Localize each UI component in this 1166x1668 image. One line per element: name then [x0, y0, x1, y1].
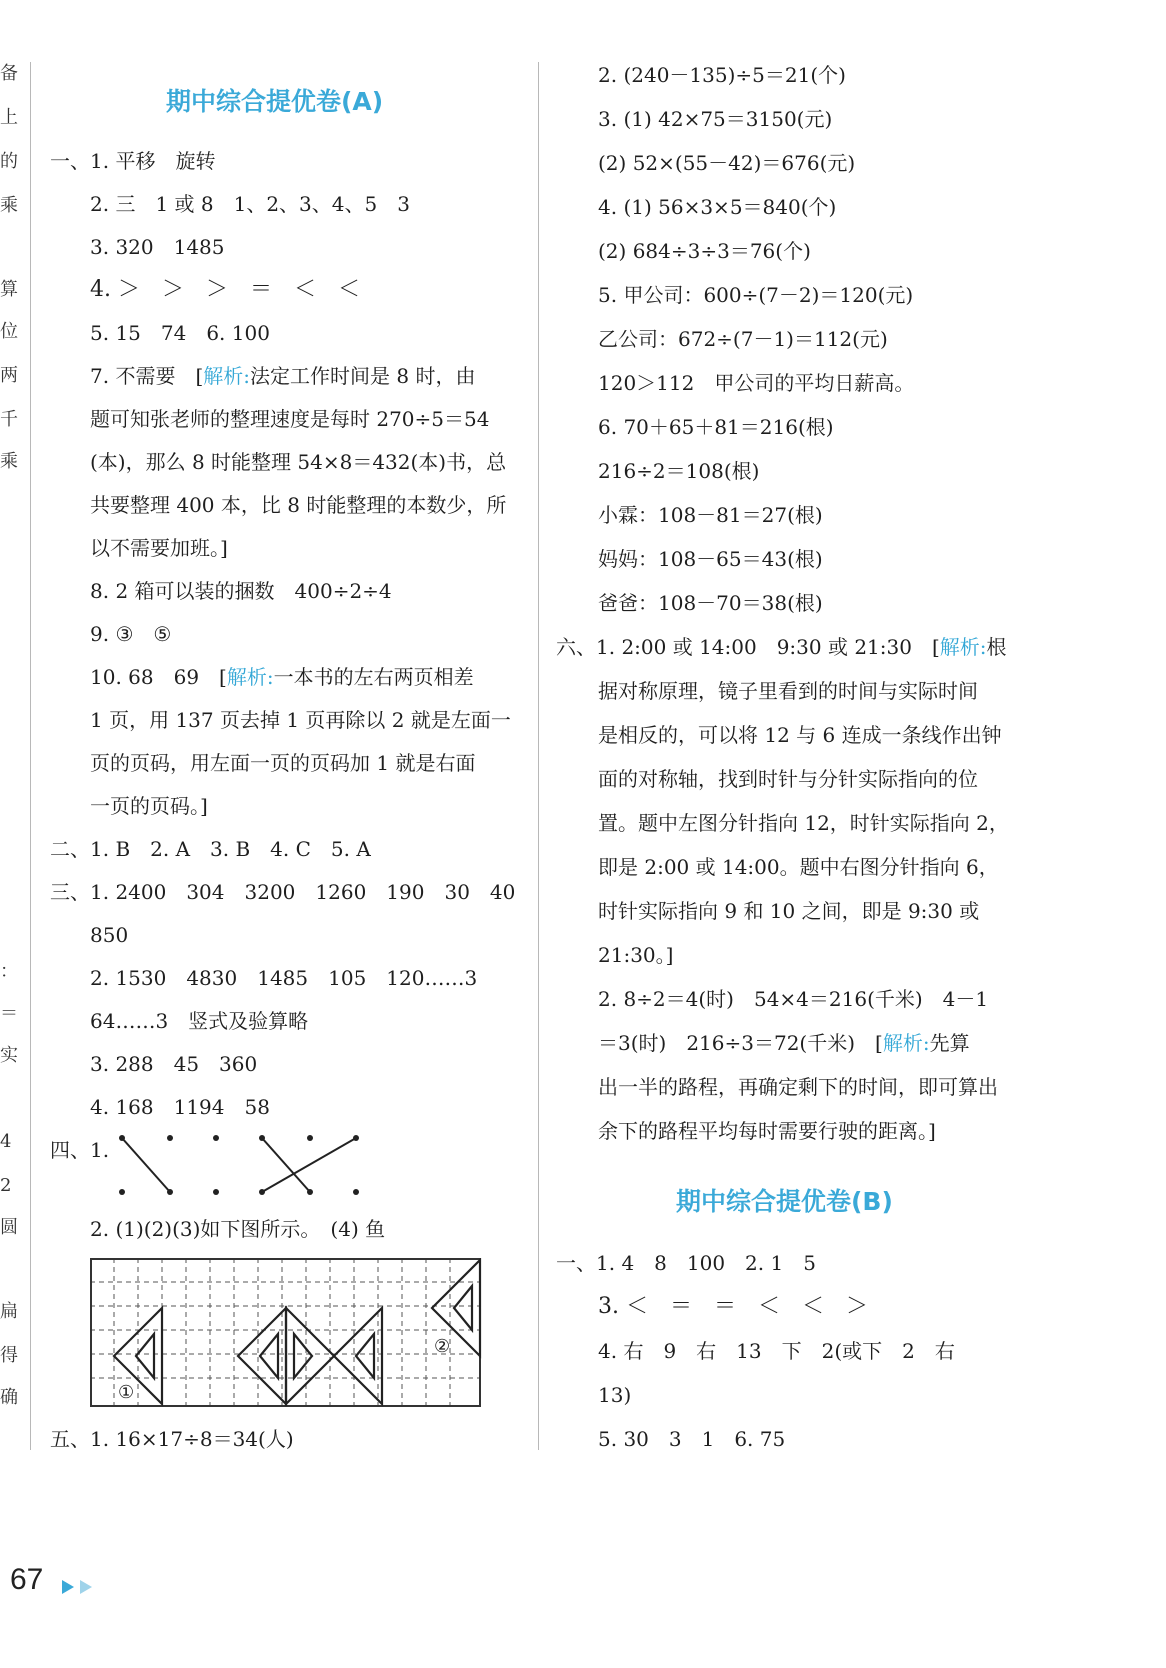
edge-char: ：	[0, 961, 18, 982]
edge-char: 的	[0, 151, 18, 172]
answer-line: 3. 320 1485	[90, 235, 225, 259]
analysis-tag: 解析:	[882, 1031, 930, 1055]
answer-line: 2. 1530 4830 1485 105 120……3	[90, 966, 478, 990]
answer-line: 面的对称轴，找到时针与分针实际指向的位	[598, 767, 978, 791]
answer-line: 1 页，用 137 页去掉 1 页再除以 2 就是左面一	[90, 708, 511, 732]
answer-line: 以不需要加班。]	[90, 536, 228, 560]
answer-line: ＝3(时) 216÷3＝72(千米) [解析:先算	[598, 1031, 970, 1055]
answer-line: 4. ＞ ＞ ＞ ＝ ＜ ＜	[90, 277, 360, 302]
answer-line: 120＞112 甲公司的平均日薪高。	[598, 371, 915, 395]
answer-line: 是相反的，可以将 12 与 6 连成一条线作出钟	[598, 723, 1002, 747]
answer-line: 7. 不需要 [解析:法定工作时间是 8 时，由	[90, 364, 476, 388]
answer-line: 3. 288 45 360	[90, 1052, 258, 1076]
column-divider	[30, 62, 31, 1450]
edge-char: 千	[0, 409, 18, 430]
edge-char: 两	[0, 365, 18, 386]
edge-char: 4	[0, 1131, 12, 1152]
answer-line: 四、1.	[50, 1138, 110, 1162]
edge-char: 实	[0, 1045, 18, 1066]
answer-line: 时针实际指向 9 和 10 之间，即是 9:30 或	[598, 899, 980, 923]
answer-line: 置。题中左图分针指向 12，时针实际指向 2，	[598, 811, 1009, 835]
answer-line: 一、1. 平移 旋转	[50, 149, 216, 173]
edge-char: 算	[0, 279, 18, 300]
edge-char: 圆	[0, 1217, 18, 1238]
answer-line: 4. (1) 56×3×5＝840(个)	[598, 195, 837, 219]
answer-line: 21:30。]	[598, 943, 674, 967]
answer-line: 五、1. 16×17÷8＝34(人)	[50, 1427, 294, 1451]
edge-char: ＝	[0, 1003, 18, 1024]
answer-line: 9. ③ ⑤	[90, 622, 172, 646]
answer-line: 2. (1)(2)(3)如下图所示。 (4) 鱼	[90, 1217, 386, 1241]
answer-line: 5. 15 74 6. 100	[90, 321, 270, 345]
answer-line: 出一半的路程，再确定剩下的时间，即可算出	[598, 1075, 998, 1099]
answer-line: 一页的页码。]	[90, 794, 208, 818]
answer-line: 2. 8÷2＝4(时) 54×4＝216(千米) 4－1	[598, 987, 989, 1011]
answer-line: 一、1. 4 8 100 2. 1 5	[556, 1251, 816, 1275]
edge-char: 确	[0, 1387, 18, 1408]
dot-line-figure	[110, 1130, 370, 1202]
answer-line: 5. 30 3 1 6. 75	[598, 1427, 786, 1451]
answer-line: 3. ＜ ＝ ＝ ＜ ＜ ＞	[598, 1294, 868, 1319]
section-title-a: 期中综合提优卷(A)	[166, 87, 384, 116]
answer-line: 页的页码，用左面一页的页码加 1 就是右面	[90, 751, 476, 775]
analysis-tag: 解析:	[203, 364, 250, 388]
answer-line: 216÷2＝108(根)	[598, 459, 760, 483]
answer-line: 据对称原理，镜子里看到的时间与实际时间	[598, 679, 978, 703]
answer-line: 余下的路程平均每时需要行驶的距离。]	[598, 1119, 936, 1143]
answer-line: 共要整理 400 本，比 8 时能整理的本数少，所	[90, 493, 507, 517]
edge-char: 上	[0, 107, 18, 128]
answer-line: 10. 68 69 [解析:一本书的左右两页相差	[90, 665, 474, 689]
answer-line: 8. 2 箱可以装的捆数 400÷2÷4	[90, 579, 392, 603]
edge-char: 2	[0, 1175, 12, 1196]
edge-char: 位	[0, 321, 18, 342]
answer-line: 4. 右 9 右 13 下 2(或下 2 右	[598, 1339, 955, 1363]
answer-line: 64……3 竖式及验算略	[90, 1009, 309, 1033]
grid-figure	[90, 1258, 482, 1408]
answer-line: 2. (240－135)÷5＝21(个)	[598, 63, 846, 87]
answer-line: 2. 三 1 或 8 1、2、3、4、5 3	[90, 192, 410, 216]
answer-line: 爸爸：108－70＝38(根)	[598, 591, 823, 615]
answer-line: 二、1. B 2. A 3. B 4. C 5. A	[50, 837, 371, 861]
answer-line: (2) 684÷3÷3＝76(个)	[598, 239, 811, 263]
answer-line: 3. (1) 42×75＝3150(元)	[598, 107, 833, 131]
answer-line: (2) 52×(55－42)＝676(元)	[598, 151, 856, 175]
arrow-icon	[62, 1580, 74, 1594]
answer-line: 5. 甲公司：600÷(7－2)＝120(元)	[598, 283, 914, 307]
answer-line: (本)，那么 8 时能整理 54×8＝432(本)书，总	[90, 450, 507, 474]
answer-line: 13)	[598, 1383, 632, 1407]
answer-line: 850	[90, 923, 129, 947]
grid-label: ②	[434, 1336, 451, 1357]
arrow-icon	[80, 1580, 92, 1594]
answer-line: 六、1. 2:00 或 14:00 9:30 或 21:30 [解析:根	[556, 635, 1007, 659]
answer-line: 即是 2:00 或 14:00。题中右图分针指向 6，	[598, 855, 999, 879]
grid-label: ①	[118, 1382, 135, 1403]
answer-line: 4. 168 1194 58	[90, 1095, 270, 1119]
edge-char: 得	[0, 1345, 18, 1366]
answer-line: 妈妈：108－65＝43(根)	[598, 547, 823, 571]
page-number: 67	[10, 1563, 44, 1596]
edge-char: 扁	[0, 1301, 18, 1322]
answer-line: 乙公司：672÷(7－1)＝112(元)	[598, 327, 888, 351]
edge-char: 乘	[0, 451, 18, 472]
analysis-tag: 解析:	[939, 635, 987, 659]
edge-char: 乘	[0, 195, 18, 216]
column-divider	[538, 62, 539, 1450]
answer-line: 小霖：108－81＝27(根)	[598, 503, 823, 527]
answer-line: 6. 70＋65＋81＝216(根)	[598, 415, 834, 439]
section-title-b: 期中综合提优卷(B)	[676, 1187, 893, 1216]
analysis-tag: 解析:	[226, 665, 274, 689]
answer-line: 题可知张老师的整理速度是每时 270÷5＝54	[90, 407, 490, 431]
edge-char: 备	[0, 63, 18, 84]
answer-line: 三、1. 2400 304 3200 1260 190 30 40	[50, 880, 516, 904]
